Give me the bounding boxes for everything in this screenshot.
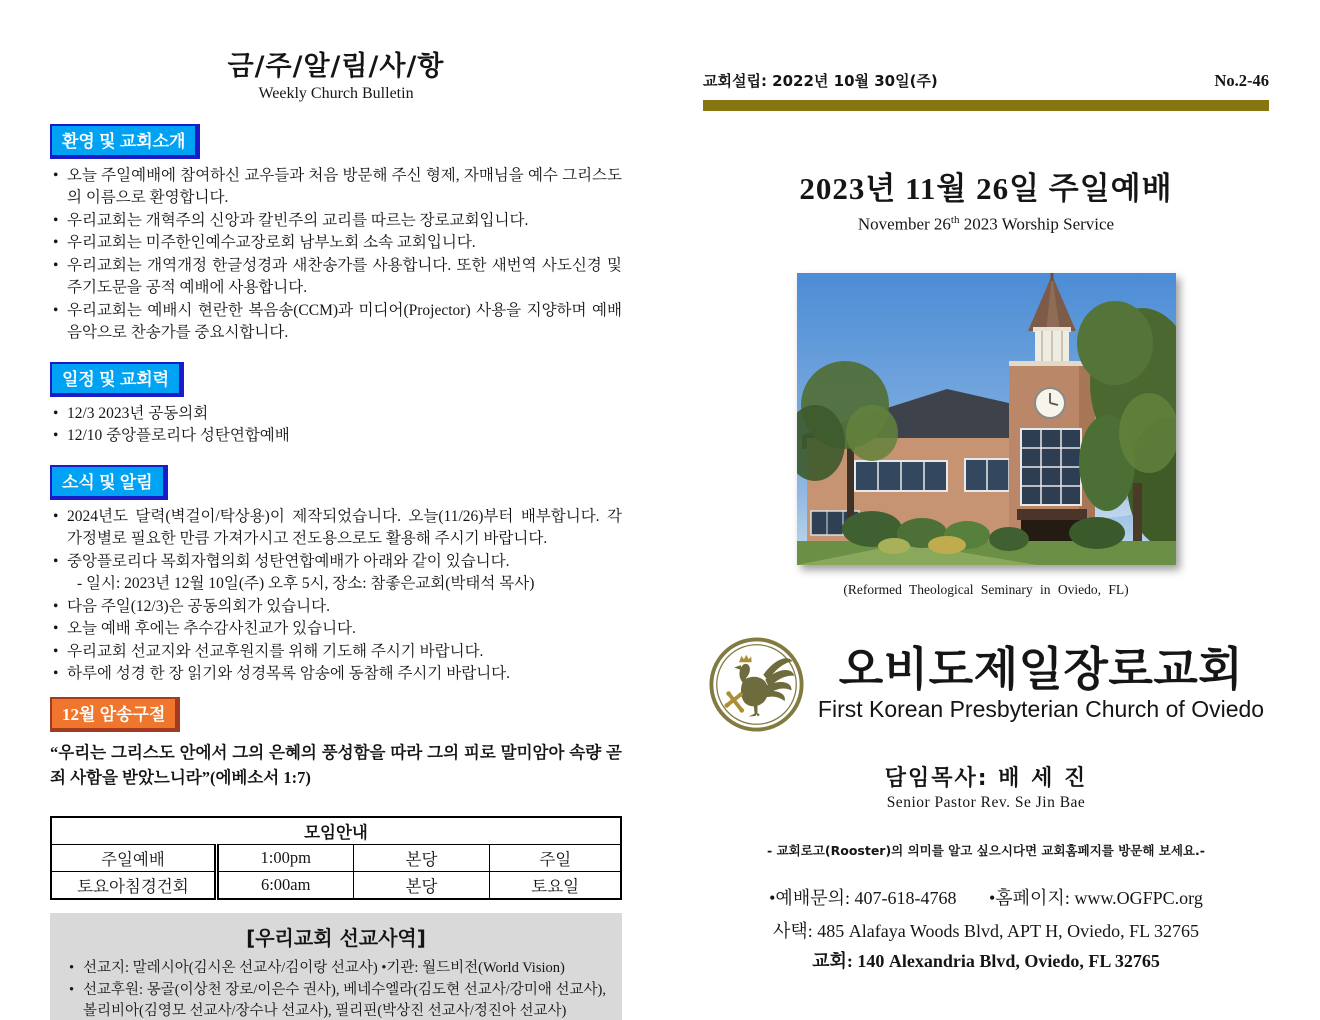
logo-note: - 교회로고(Rooster)의 의미를 알고 싶으시다면 교회홈페지를 방문해 보세요.- xyxy=(767,842,1205,858)
parsonage-address-label: 사택: xyxy=(773,920,813,941)
list-item: • 우리교회는 개혁주의 신앙과 칼빈주의 교리를 따르는 장로교회입니다. xyxy=(50,210,622,232)
header-row xyxy=(703,70,1269,91)
table-row xyxy=(51,817,621,845)
church-names xyxy=(817,642,1265,723)
table-cell: 주일 xyxy=(490,844,621,871)
table-cell: 토요일 xyxy=(490,871,621,899)
issue-number: No.2-46 xyxy=(1214,71,1269,90)
parsonage-address-value: 485 Alafaya Woods Blvd, APT H, Oviedo, FL 32765 xyxy=(817,920,1199,941)
list-item: • 다음 주일(12/3)은 공동의회가 있습니다. xyxy=(50,596,622,618)
divider-bar xyxy=(703,100,1269,111)
list-item: • 2024년도 달력(벽걸이/탁상용)이 제작되었습니다. 오늘(11/26)부터 배부합니다. 각 가정별로 필요한 만큼 가져가시고 전도용으로도 활용해 주시기 바랍니다. xyxy=(50,506,622,551)
church-address-value: 140 Alexandria Blvd, Oviedo, FL 32765 xyxy=(857,950,1160,971)
worship-phone: •예배문의: 407-618-4768 xyxy=(769,887,957,908)
list-subitem: - 일시: 2023년 12월 10일(주) 오후 5시, 장소: 참좋은교회(박태석 목사) xyxy=(77,575,535,593)
photo-caption: (Reformed Theological Seminary in Oviedo, FL) xyxy=(843,581,1129,597)
table-cell: 1:00pm xyxy=(216,844,353,871)
list-item: • 12/10 중앙플로리다 성탄연합예배 xyxy=(50,425,622,447)
church-name-english: First Korean Presbyterian Church of Oviedo xyxy=(817,696,1265,723)
homepage-url: •홈페이지: www.OGFPC.org xyxy=(988,887,1203,908)
mission-box-title: [우리교회 선교사역] xyxy=(246,925,426,950)
contact-line xyxy=(703,884,1269,910)
table-cell: 주일예배 xyxy=(51,844,216,871)
list-item: • 선교지: 말레시아(김시온 선교사/김이랑 선교사) •기관: 월드비전(World Vision) xyxy=(66,958,606,980)
pastor-name-english: Senior Pastor Rev. Se Jin Bae xyxy=(886,793,1086,811)
table-cell: 본당 xyxy=(353,844,490,871)
list-item: • 오늘 예배 후에는 추수감사친교가 있습니다. xyxy=(50,618,622,640)
church-photo-illustration xyxy=(797,273,1176,565)
list-item: • 우리교회는 미주한인예수교장로회 남부노회 소속 교회입니다. xyxy=(50,232,622,254)
memory-verse-text: “우리는 그리스도 안에서 그의 은혜의 풍성함을 따라 그의 피로 말미암아 속량 곧 죄 사함을 받았느니라”(에베소서 1:7) xyxy=(50,743,622,788)
list-item: • 오늘 주일예배에 참여하신 교우들과 처음 방문해 주신 형제, 자매님을 예수 그리스도의 이름으로 환영합니다. xyxy=(50,165,622,210)
section-header-news: 소식 및 알림 xyxy=(50,465,168,500)
page-title: 금/주/알/림/사/항 xyxy=(227,51,445,82)
service-title: 2023년 11월 26일 주일예배 xyxy=(799,171,1173,206)
rooster-logo-icon xyxy=(708,636,805,733)
church-address xyxy=(703,947,1269,973)
service-subtitle xyxy=(703,214,1269,235)
meeting-table-title: 모임안내 xyxy=(51,817,621,845)
list-item: • 우리교회 선교지와 선교후원지를 위해 기도해 주시기 바랍니다. xyxy=(50,641,622,663)
table-row xyxy=(51,871,621,899)
list-item: • 우리교회는 예배시 현란한 복음송(CCM)과 미디어(Projector) 사용을 지양하며 예배음악으로 찬송가를 중요시합니다. xyxy=(50,300,622,345)
church-name-korean: 오비도제일장로교회 xyxy=(838,642,1244,696)
section-header-schedule: 일정 및 교회력 xyxy=(50,362,184,397)
news-list xyxy=(50,506,622,686)
list-item: • 우리교회는 개역개정 한글성경과 새찬송가를 사용합니다. 또한 새번역 사도신경 및 주기도문을 공적 예배에 사용합니다. xyxy=(50,255,622,300)
welcome-list xyxy=(50,165,622,345)
ordinal-suffix: th xyxy=(950,214,960,226)
established-date: 교회설립: 2022년 10월 30일(주) xyxy=(703,72,938,90)
section-header-welcome: 환영 및 교회소개 xyxy=(50,124,200,159)
church-address-label: 교회: xyxy=(812,950,853,971)
table-row xyxy=(51,844,621,871)
church-identity xyxy=(703,636,1269,733)
table-cell: 토요아침경건회 xyxy=(51,871,216,899)
left-column xyxy=(50,44,622,1020)
table-cell: 본당 xyxy=(353,871,490,899)
schedule-list xyxy=(50,403,622,448)
section-header-memory-verse: 12월 암송구절 xyxy=(50,697,180,732)
service-subtitle-rest: 2023 Worship Service xyxy=(959,214,1115,234)
list-item: • 중앙플로리다 목회자협의회 성탄연합예배가 아래와 같이 있습니다. xyxy=(50,551,622,573)
right-column xyxy=(703,70,1269,973)
list-item: • 하루에 성경 한 장 읽기와 성경목록 암송에 동참해 주시기 바랍니다. xyxy=(50,663,622,685)
list-item: • 선교후원: 몽골(이상천 장로/이은수 권사), 베네수엘라(김도현 선교사/강미애 선교사), 볼리비아(김영모 선교사/장수나 선교사), 필리핀(박상진 선교사/정진아 선교사) xyxy=(66,980,606,1020)
parsonage-address xyxy=(703,917,1269,943)
church-photo xyxy=(797,273,1176,565)
pastor-name-korean: 담임목사: 배 세 진 xyxy=(884,765,1088,791)
service-subtitle-date: November 26 xyxy=(857,214,951,234)
mission-box xyxy=(50,913,622,1020)
table-cell: 6:00am xyxy=(216,871,353,899)
meeting-table xyxy=(50,816,622,900)
list-item: • 12/3 2023년 공동의회 xyxy=(50,403,622,425)
page-subtitle: Weekly Church Bulletin xyxy=(258,85,414,102)
